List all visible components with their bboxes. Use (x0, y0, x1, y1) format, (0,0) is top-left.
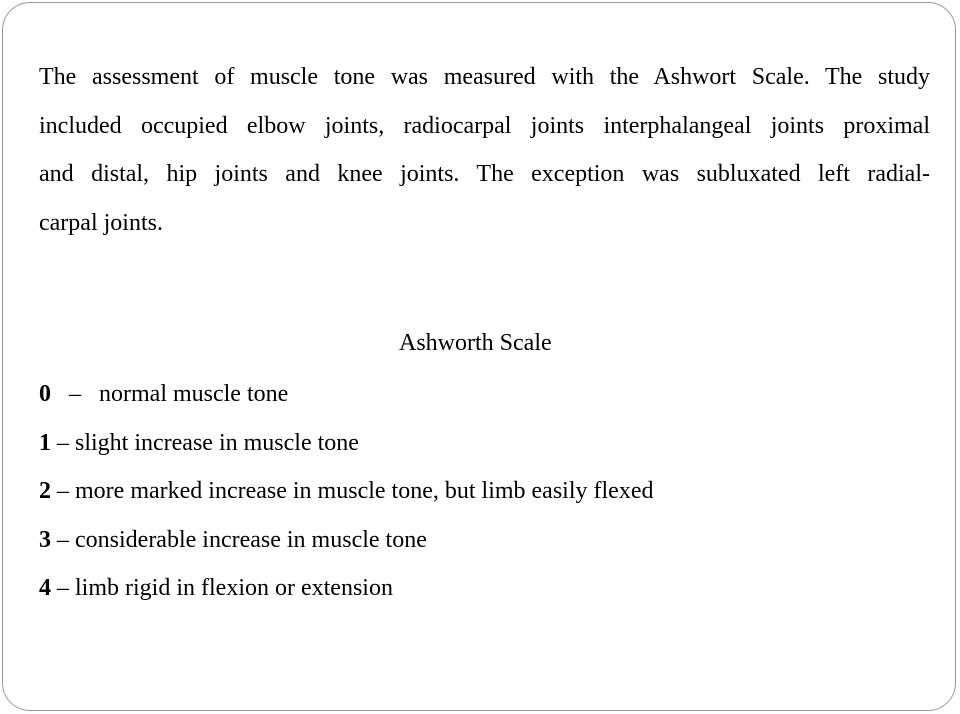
scale-description: considerable increase in muscle tone (75, 526, 427, 553)
scale-list (39, 378, 653, 621)
scale-dash: – (57, 526, 69, 553)
paragraph-line: and distal, hip joints and knee joints. The exception was subluxated left radial- (39, 161, 930, 187)
paragraph-line: The assessment of muscle tone was measured with the Ashwort Scale. The study (39, 64, 930, 90)
scale-item (39, 427, 653, 476)
scale-description: normal muscle tone (99, 381, 289, 407)
scale-dash: – (57, 575, 69, 601)
scale-description: slight increase in muscle tone (75, 429, 359, 456)
scale-description: more marked increase in muscle tone, but limb easily flexed (75, 478, 654, 504)
scale-grade: 0 (39, 381, 51, 407)
scale-grade: 3 (39, 526, 51, 553)
scale-item (39, 524, 653, 573)
paragraph-line: included occupied elbow joints, radiocarpal joints interphalangeal joints proximal (39, 112, 930, 139)
intro-paragraph (39, 53, 930, 247)
scale-dash: – (57, 478, 69, 504)
scale-item (39, 572, 653, 621)
scale-grade: 1 (39, 429, 51, 456)
scale-grade: 4 (39, 575, 51, 601)
scale-dash: – (69, 381, 81, 407)
scale-description: limb rigid in flexion or extension (75, 575, 393, 601)
scale-dash: – (57, 429, 69, 456)
scale-title: Ashworth Scale (399, 330, 552, 356)
scale-item (39, 378, 653, 427)
scale-item (39, 475, 653, 524)
paragraph-line: carpal joints. (39, 209, 163, 236)
scale-grade: 2 (39, 478, 51, 504)
